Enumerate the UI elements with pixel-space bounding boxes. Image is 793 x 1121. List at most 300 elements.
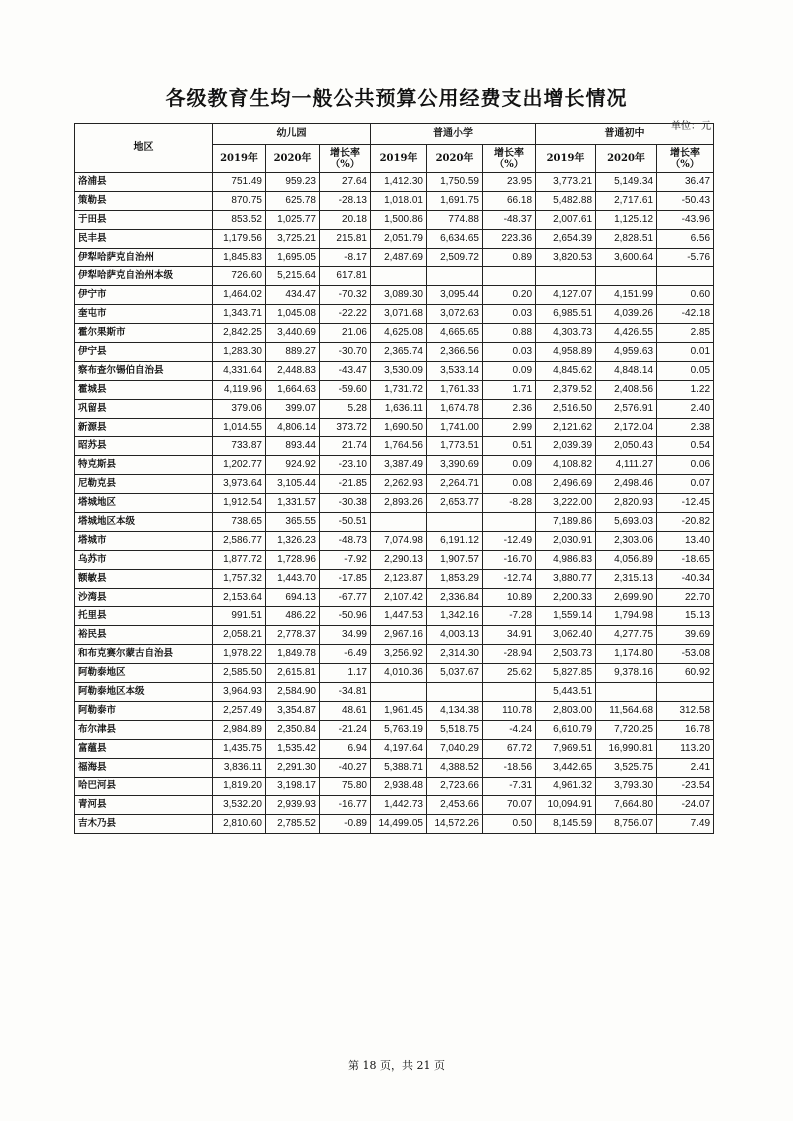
value-cell: 1,174.80: [596, 645, 657, 664]
value-cell: 2,408.56: [596, 380, 657, 399]
value-cell: 6,610.79: [536, 720, 596, 739]
value-cell: 2,051.79: [371, 229, 427, 248]
value-cell: 7,074.98: [371, 531, 427, 550]
value-cell: 1,412.30: [371, 173, 427, 192]
value-cell: 0.08: [483, 475, 536, 494]
value-cell: 4,111.27: [596, 456, 657, 475]
value-cell: 2,516.50: [536, 399, 596, 418]
value-cell: 2,365.74: [371, 343, 427, 362]
value-cell: 14,572.26: [427, 815, 483, 834]
table-row: [75, 305, 714, 324]
value-cell: -7.28: [483, 607, 536, 626]
value-cell: 34.99: [320, 626, 371, 645]
value-cell: 3,773.21: [536, 173, 596, 192]
value-cell: 0.05: [657, 361, 714, 380]
col-2020: 2020年: [596, 145, 657, 173]
value-cell: 2,315.13: [596, 569, 657, 588]
region-cell: 昭苏县: [75, 437, 213, 456]
value-cell: 6.94: [320, 739, 371, 758]
value-cell: 1,447.53: [371, 607, 427, 626]
unit-label: 单位：元: [671, 121, 711, 132]
value-cell: 1.17: [320, 664, 371, 683]
value-cell: 20.18: [320, 210, 371, 229]
value-cell: -48.73: [320, 531, 371, 550]
value-cell: 4,665.65: [427, 324, 483, 343]
value-cell: -21.85: [320, 475, 371, 494]
value-cell: 3,387.49: [371, 456, 427, 475]
value-cell: 0.09: [483, 361, 536, 380]
value-cell: 1,464.02: [213, 286, 266, 305]
value-cell: 75.80: [320, 777, 371, 796]
value-cell: -67.77: [320, 588, 371, 607]
value-cell: 2,654.39: [536, 229, 596, 248]
value-cell: 39.69: [657, 626, 714, 645]
value-cell: 4,119.96: [213, 380, 266, 399]
value-cell: 10,094.91: [536, 796, 596, 815]
table-row: [75, 229, 714, 248]
value-cell: 6,634.65: [427, 229, 483, 248]
value-cell: 2.38: [657, 418, 714, 437]
value-cell: 2,496.69: [536, 475, 596, 494]
value-cell: 3,062.40: [536, 626, 596, 645]
region-cell: 伊犁哈萨克自治州本级: [75, 267, 213, 286]
value-cell: 3,354.87: [266, 701, 320, 720]
value-cell: 2.36: [483, 399, 536, 418]
table-row: [75, 343, 714, 362]
value-cell: 5,693.03: [596, 513, 657, 532]
value-cell: 3,964.93: [213, 683, 266, 702]
value-cell: 399.07: [266, 399, 320, 418]
region-cell: 尼勒克县: [75, 475, 213, 494]
value-cell: 2,723.66: [427, 777, 483, 796]
value-cell: 2,123.87: [371, 569, 427, 588]
region-cell: 阿勒泰市: [75, 701, 213, 720]
region-cell: 察布查尔锡伯自治县: [75, 361, 213, 380]
value-cell: [371, 267, 427, 286]
value-cell: [596, 683, 657, 702]
value-cell: [657, 267, 714, 286]
value-cell: 1,179.56: [213, 229, 266, 248]
value-cell: 34.91: [483, 626, 536, 645]
value-cell: 3,880.77: [536, 569, 596, 588]
value-cell: 1,342.16: [427, 607, 483, 626]
value-cell: 6.56: [657, 229, 714, 248]
value-cell: -43.47: [320, 361, 371, 380]
group-header-primary: 普通小学: [371, 124, 536, 145]
value-cell: [427, 267, 483, 286]
value-cell: 5,518.75: [427, 720, 483, 739]
table-row: [75, 739, 714, 758]
col-2019: 2019年: [536, 145, 596, 173]
value-cell: 2,828.51: [596, 229, 657, 248]
value-cell: 2,576.91: [596, 399, 657, 418]
value-cell: 1,674.78: [427, 399, 483, 418]
value-cell: 2,498.46: [596, 475, 657, 494]
value-cell: 11,564.68: [596, 701, 657, 720]
value-cell: 893.44: [266, 437, 320, 456]
value-cell: 110.78: [483, 701, 536, 720]
value-cell: 1,326.23: [266, 531, 320, 550]
value-cell: 751.49: [213, 173, 266, 192]
value-cell: 2,030.91: [536, 531, 596, 550]
value-cell: 4,151.99: [596, 286, 657, 305]
value-cell: 1,731.72: [371, 380, 427, 399]
value-cell: 15.13: [657, 607, 714, 626]
value-cell: 365.55: [266, 513, 320, 532]
value-cell: 1,442.73: [371, 796, 427, 815]
value-cell: 22.70: [657, 588, 714, 607]
value-cell: 3,222.00: [536, 494, 596, 513]
table-row: [75, 683, 714, 702]
value-cell: 1,559.14: [536, 607, 596, 626]
value-cell: 1,202.77: [213, 456, 266, 475]
value-cell: 2.99: [483, 418, 536, 437]
value-cell: 2,314.30: [427, 645, 483, 664]
table-row: [75, 531, 714, 550]
value-cell: 2,584.90: [266, 683, 320, 702]
region-cell: 于田县: [75, 210, 213, 229]
region-cell: 民丰县: [75, 229, 213, 248]
value-cell: 1,500.86: [371, 210, 427, 229]
table-row: [75, 494, 714, 513]
value-cell: 4,806.14: [266, 418, 320, 437]
value-cell: 2,778.37: [266, 626, 320, 645]
table-row: [75, 588, 714, 607]
value-cell: 0.50: [483, 815, 536, 834]
value-cell: [371, 513, 427, 532]
value-cell: [483, 683, 536, 702]
value-cell: 870.75: [213, 191, 266, 210]
value-cell: 5,215.64: [266, 267, 320, 286]
value-cell: 1,125.12: [596, 210, 657, 229]
value-cell: 4,848.14: [596, 361, 657, 380]
value-cell: 924.92: [266, 456, 320, 475]
value-cell: -30.38: [320, 494, 371, 513]
region-cell: 沙湾县: [75, 588, 213, 607]
value-cell: 1,794.98: [596, 607, 657, 626]
value-cell: 3,793.30: [596, 777, 657, 796]
value-cell: -50.43: [657, 191, 714, 210]
region-cell: 新源县: [75, 418, 213, 437]
region-cell: 霍城县: [75, 380, 213, 399]
value-cell: 3,105.44: [266, 475, 320, 494]
value-cell: 0.07: [657, 475, 714, 494]
table-row: [75, 399, 714, 418]
table-row: [75, 380, 714, 399]
value-cell: -12.45: [657, 494, 714, 513]
value-cell: 10.89: [483, 588, 536, 607]
value-cell: 0.03: [483, 305, 536, 324]
table-row: [75, 173, 714, 192]
table-row: [75, 513, 714, 532]
page-footer: 第 18 页，共 21 页: [348, 1059, 445, 1072]
group-header-junior: 普通初中: [536, 124, 714, 145]
region-cell: 巩留县: [75, 399, 213, 418]
table-row: [75, 324, 714, 343]
col-growth-rate: 增长率（%）: [320, 145, 371, 173]
value-cell: 2,153.64: [213, 588, 266, 607]
table-row: [75, 645, 714, 664]
region-header: 地区: [75, 124, 213, 173]
value-cell: 2,785.52: [266, 815, 320, 834]
value-cell: 3,390.69: [427, 456, 483, 475]
col-2020: 2020年: [427, 145, 483, 173]
value-cell: 6,191.12: [427, 531, 483, 550]
value-cell: 1,018.01: [371, 191, 427, 210]
table-row: [75, 777, 714, 796]
value-cell: 1,535.42: [266, 739, 320, 758]
value-cell: 2,586.77: [213, 531, 266, 550]
value-cell: 733.87: [213, 437, 266, 456]
value-cell: 2,107.42: [371, 588, 427, 607]
value-cell: 4,056.89: [596, 550, 657, 569]
region-cell: 塔城市: [75, 531, 213, 550]
value-cell: 0.60: [657, 286, 714, 305]
value-cell: 4,331.64: [213, 361, 266, 380]
value-cell: 4,958.89: [536, 343, 596, 362]
value-cell: 215.81: [320, 229, 371, 248]
value-cell: 2.41: [657, 758, 714, 777]
value-cell: 7,189.86: [536, 513, 596, 532]
value-cell: -28.94: [483, 645, 536, 664]
value-cell: 3,089.30: [371, 286, 427, 305]
value-cell: 3,836.11: [213, 758, 266, 777]
value-cell: -17.85: [320, 569, 371, 588]
table-row: [75, 418, 714, 437]
group-header-kindergarten: 幼儿园: [213, 124, 371, 145]
value-cell: 4,959.63: [596, 343, 657, 362]
value-cell: -7.31: [483, 777, 536, 796]
value-cell: 2,336.84: [427, 588, 483, 607]
value-cell: 36.47: [657, 173, 714, 192]
table-row: [75, 267, 714, 286]
value-cell: -16.77: [320, 796, 371, 815]
region-cell: 额敏县: [75, 569, 213, 588]
value-cell: -59.60: [320, 380, 371, 399]
value-cell: 0.09: [483, 456, 536, 475]
value-cell: 5,482.88: [536, 191, 596, 210]
value-cell: 2,050.43: [596, 437, 657, 456]
table-row: [75, 456, 714, 475]
value-cell: 7.49: [657, 815, 714, 834]
value-cell: 0.20: [483, 286, 536, 305]
region-cell: 裕民县: [75, 626, 213, 645]
value-cell: 2,350.84: [266, 720, 320, 739]
value-cell: 625.78: [266, 191, 320, 210]
value-cell: 1,741.00: [427, 418, 483, 437]
value-cell: -24.07: [657, 796, 714, 815]
value-cell: 2,615.81: [266, 664, 320, 683]
region-cell: 吉木乃县: [75, 815, 213, 834]
value-cell: -28.13: [320, 191, 371, 210]
value-cell: -53.08: [657, 645, 714, 664]
value-cell: 3,442.65: [536, 758, 596, 777]
value-cell: 1,845.83: [213, 248, 266, 267]
value-cell: 3,071.68: [371, 305, 427, 324]
table-row: [75, 758, 714, 777]
region-cell: 哈巴河县: [75, 777, 213, 796]
table-row: [75, 607, 714, 626]
value-cell: -50.51: [320, 513, 371, 532]
value-cell: 0.01: [657, 343, 714, 362]
value-cell: 4,961.32: [536, 777, 596, 796]
value-cell: [427, 683, 483, 702]
value-cell: -70.32: [320, 286, 371, 305]
value-cell: -18.56: [483, 758, 536, 777]
value-cell: 3,820.53: [536, 248, 596, 267]
value-cell: 774.88: [427, 210, 483, 229]
value-cell: 70.07: [483, 796, 536, 815]
value-cell: 2,487.69: [371, 248, 427, 267]
value-cell: 312.58: [657, 701, 714, 720]
value-cell: 4,127.07: [536, 286, 596, 305]
region-cell: 富蕴县: [75, 739, 213, 758]
value-cell: 2,058.21: [213, 626, 266, 645]
value-cell: 0.51: [483, 437, 536, 456]
value-cell: 3,525.75: [596, 758, 657, 777]
region-cell: 特克斯县: [75, 456, 213, 475]
value-cell: 0.06: [657, 456, 714, 475]
value-cell: 21.74: [320, 437, 371, 456]
value-cell: 2,717.61: [596, 191, 657, 210]
value-cell: -5.76: [657, 248, 714, 267]
value-cell: [483, 267, 536, 286]
value-cell: 1,853.29: [427, 569, 483, 588]
value-cell: 2.85: [657, 324, 714, 343]
value-cell: -22.22: [320, 305, 371, 324]
value-cell: 2,303.06: [596, 531, 657, 550]
value-cell: 4,986.83: [536, 550, 596, 569]
value-cell: 4,426.55: [596, 324, 657, 343]
value-cell: -12.49: [483, 531, 536, 550]
value-cell: 3,440.69: [266, 324, 320, 343]
value-cell: 4,197.64: [371, 739, 427, 758]
value-cell: 1,443.70: [266, 569, 320, 588]
value-cell: 1,664.63: [266, 380, 320, 399]
value-cell: 1,761.33: [427, 380, 483, 399]
value-cell: 5,827.85: [536, 664, 596, 683]
region-cell: 和布克赛尔蒙古自治县: [75, 645, 213, 664]
value-cell: 14,499.05: [371, 815, 427, 834]
value-cell: 1,435.75: [213, 739, 266, 758]
table-row: [75, 286, 714, 305]
table-row: [75, 815, 714, 834]
value-cell: 4,277.75: [596, 626, 657, 645]
value-cell: 2,264.71: [427, 475, 483, 494]
value-cell: 1,961.45: [371, 701, 427, 720]
value-cell: 16,990.81: [596, 739, 657, 758]
value-cell: 2,967.16: [371, 626, 427, 645]
value-cell: 3,256.92: [371, 645, 427, 664]
value-cell: 1,757.32: [213, 569, 266, 588]
value-cell: 2,842.25: [213, 324, 266, 343]
value-cell: 3,725.21: [266, 229, 320, 248]
value-cell: 3,530.09: [371, 361, 427, 380]
value-cell: 1,283.30: [213, 343, 266, 362]
value-cell: 1.22: [657, 380, 714, 399]
value-cell: 2,200.33: [536, 588, 596, 607]
table-row: [75, 796, 714, 815]
table-row: [75, 626, 714, 645]
value-cell: 1,773.51: [427, 437, 483, 456]
region-cell: 阿勒泰地区本级: [75, 683, 213, 702]
value-cell: 2,984.89: [213, 720, 266, 739]
value-cell: 486.22: [266, 607, 320, 626]
value-cell: 5,149.34: [596, 173, 657, 192]
value-cell: 853.52: [213, 210, 266, 229]
value-cell: 223.36: [483, 229, 536, 248]
value-cell: 4,039.26: [596, 305, 657, 324]
value-cell: 959.23: [266, 173, 320, 192]
value-cell: 694.13: [266, 588, 320, 607]
value-cell: -6.49: [320, 645, 371, 664]
region-cell: 奎屯市: [75, 305, 213, 324]
col-2019: 2019年: [371, 145, 427, 173]
region-cell: 塔城地区: [75, 494, 213, 513]
value-cell: 2,939.93: [266, 796, 320, 815]
value-cell: 3,600.64: [596, 248, 657, 267]
value-cell: 991.51: [213, 607, 266, 626]
value-cell: 3,072.63: [427, 305, 483, 324]
value-cell: 1,819.20: [213, 777, 266, 796]
value-cell: 1,045.08: [266, 305, 320, 324]
value-cell: 2,257.49: [213, 701, 266, 720]
value-cell: 1,849.78: [266, 645, 320, 664]
value-cell: 379.06: [213, 399, 266, 418]
value-cell: 9,378.16: [596, 664, 657, 683]
region-cell: 布尔津县: [75, 720, 213, 739]
value-cell: [427, 513, 483, 532]
table-row: [75, 437, 714, 456]
value-cell: -8.28: [483, 494, 536, 513]
value-cell: 1,331.57: [266, 494, 320, 513]
region-cell: 伊宁县: [75, 343, 213, 362]
col-growth-rate: 增长率（%）: [483, 145, 536, 173]
value-cell: -18.65: [657, 550, 714, 569]
value-cell: -16.70: [483, 550, 536, 569]
value-cell: -34.81: [320, 683, 371, 702]
value-cell: 4,845.62: [536, 361, 596, 380]
value-cell: 0.54: [657, 437, 714, 456]
value-cell: 1,978.22: [213, 645, 266, 664]
value-cell: 1.71: [483, 380, 536, 399]
value-cell: 2,453.66: [427, 796, 483, 815]
value-cell: [596, 267, 657, 286]
value-cell: 4,134.38: [427, 701, 483, 720]
table-row: [75, 361, 714, 380]
value-cell: 1,728.96: [266, 550, 320, 569]
value-cell: 1,764.56: [371, 437, 427, 456]
value-cell: 5,388.71: [371, 758, 427, 777]
value-cell: 2,503.73: [536, 645, 596, 664]
value-cell: -30.70: [320, 343, 371, 362]
col-growth-rate: 增长率（%）: [657, 145, 714, 173]
value-cell: [371, 683, 427, 702]
value-cell: 1,690.50: [371, 418, 427, 437]
value-cell: 2,653.77: [427, 494, 483, 513]
value-cell: 2,172.04: [596, 418, 657, 437]
value-cell: 738.65: [213, 513, 266, 532]
region-cell: 伊宁市: [75, 286, 213, 305]
region-cell: 福海县: [75, 758, 213, 777]
table-row: [75, 210, 714, 229]
value-cell: [657, 683, 714, 702]
value-cell: 1,025.77: [266, 210, 320, 229]
value-cell: 4,303.73: [536, 324, 596, 343]
region-cell: 托里县: [75, 607, 213, 626]
value-cell: 1,912.54: [213, 494, 266, 513]
value-cell: 8,756.07: [596, 815, 657, 834]
